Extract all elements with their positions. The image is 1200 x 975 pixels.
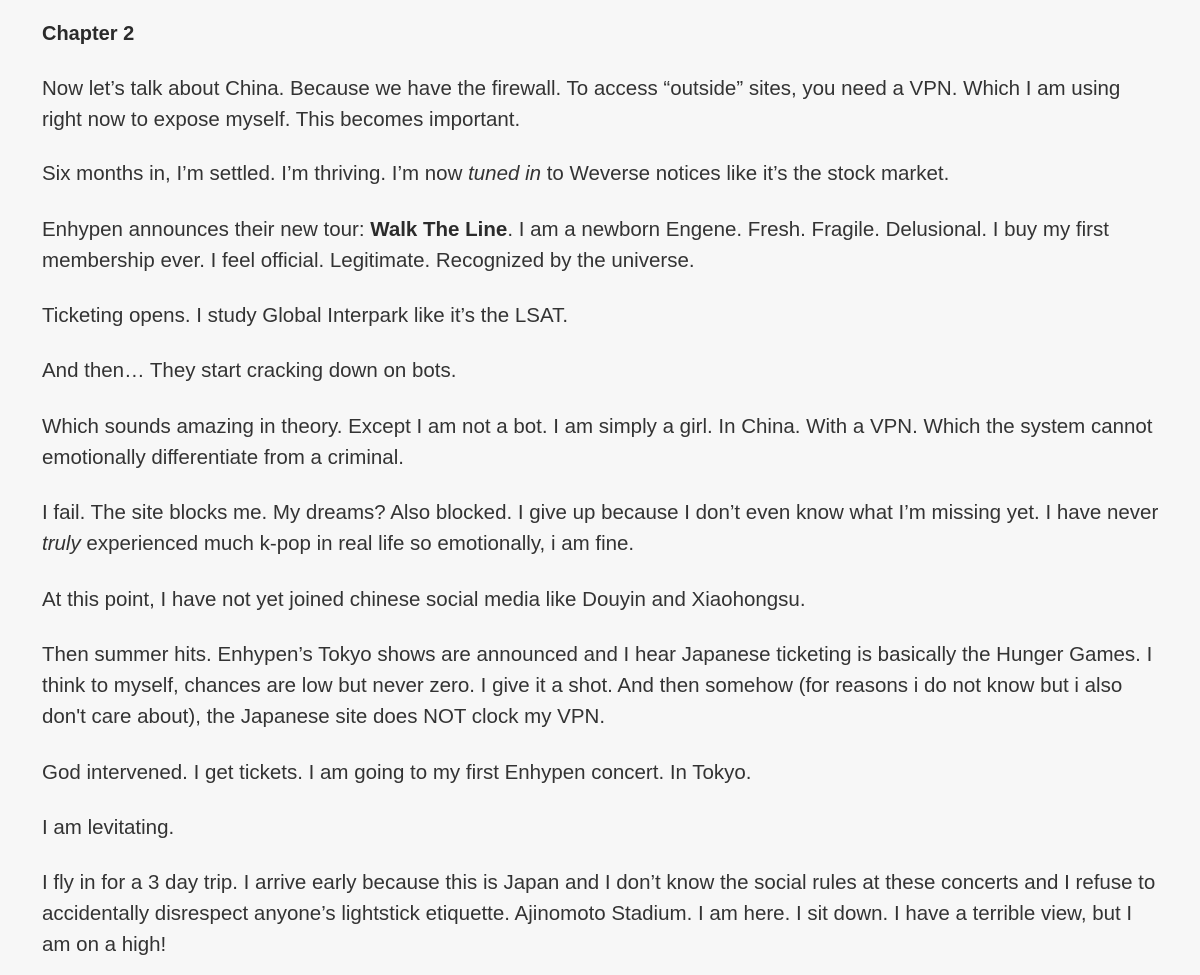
paragraph: Then summer hits. Enhypen’s Tokyo shows are announced and I hear Japanese ticketing is basically the Hunger Games. I think to myself, chances are low but never zero. I give it a shot. And then somehow (for reasons i do not know but i also don't care about), the Japanese site does NOT clock my VPN. [42,643,1153,728]
paragraph: At this point, I have not yet joined chinese social media like Douyin and Xiaohongsu. [42,588,806,611]
paragraph-text: experienced much k-pop in real life so emotionally, i am fine. [80,532,635,555]
paragraph: God intervened. I get tickets. I am going to my first Enhypen concert. In Tokyo. [42,761,752,784]
paragraph-text: I fail. The site blocks me. My dreams? Also blocked. I give up because I don’t even know what I’m missing yet. I have never [42,501,1159,524]
paragraph: Now let’s talk about China. Because we have the firewall. To access “outside” sites, you need a VPN. Which I am using right now to expose myself. This becomes important. [42,77,1121,131]
paragraph-text: . I am a newborn Engene. Fresh. Fragile. Delusional. I buy my first membership ever. I feel official. Legitimate. Recognized by the universe. [42,218,1109,272]
emphasis-text: tuned in [468,162,542,185]
paragraph [42,497,1164,559]
paragraph-text: Enhypen announces their new tour: [42,218,371,241]
paragraph-text: to Weverse notices like it’s the stock market. [541,162,950,185]
paragraph: I fly in for a 3 day trip. I arrive early because this is Japan and I don’t know the social rules at these concerts and I refuse to accidentally disrespect anyone’s lightstick etiquette. Ajinomoto Stadium. I am here. I sit down. I have a terrible view, but I am on a high! [42,871,1156,956]
tour-name-bold: Walk The Line [370,218,508,241]
paragraph: And then… They start cracking down on bots. [42,359,457,382]
paragraph-text: Six months in, I’m settled. I’m thriving. I’m now [42,162,469,185]
paragraph: Ticketing opens. I study Global Interpark like it’s the LSAT. [42,304,569,327]
chapter-title: Chapter 2 [42,23,135,45]
paragraph: I am levitating. [42,816,175,839]
paragraph: Which sounds amazing in theory. Except I am not a bot. I am simply a girl. In China. With a VPN. Which the system cannot emotionally differentiate from a criminal. [42,415,1153,469]
emphasis-text: truly [42,532,81,555]
paragraph [42,214,1164,276]
paragraph [42,158,1164,189]
